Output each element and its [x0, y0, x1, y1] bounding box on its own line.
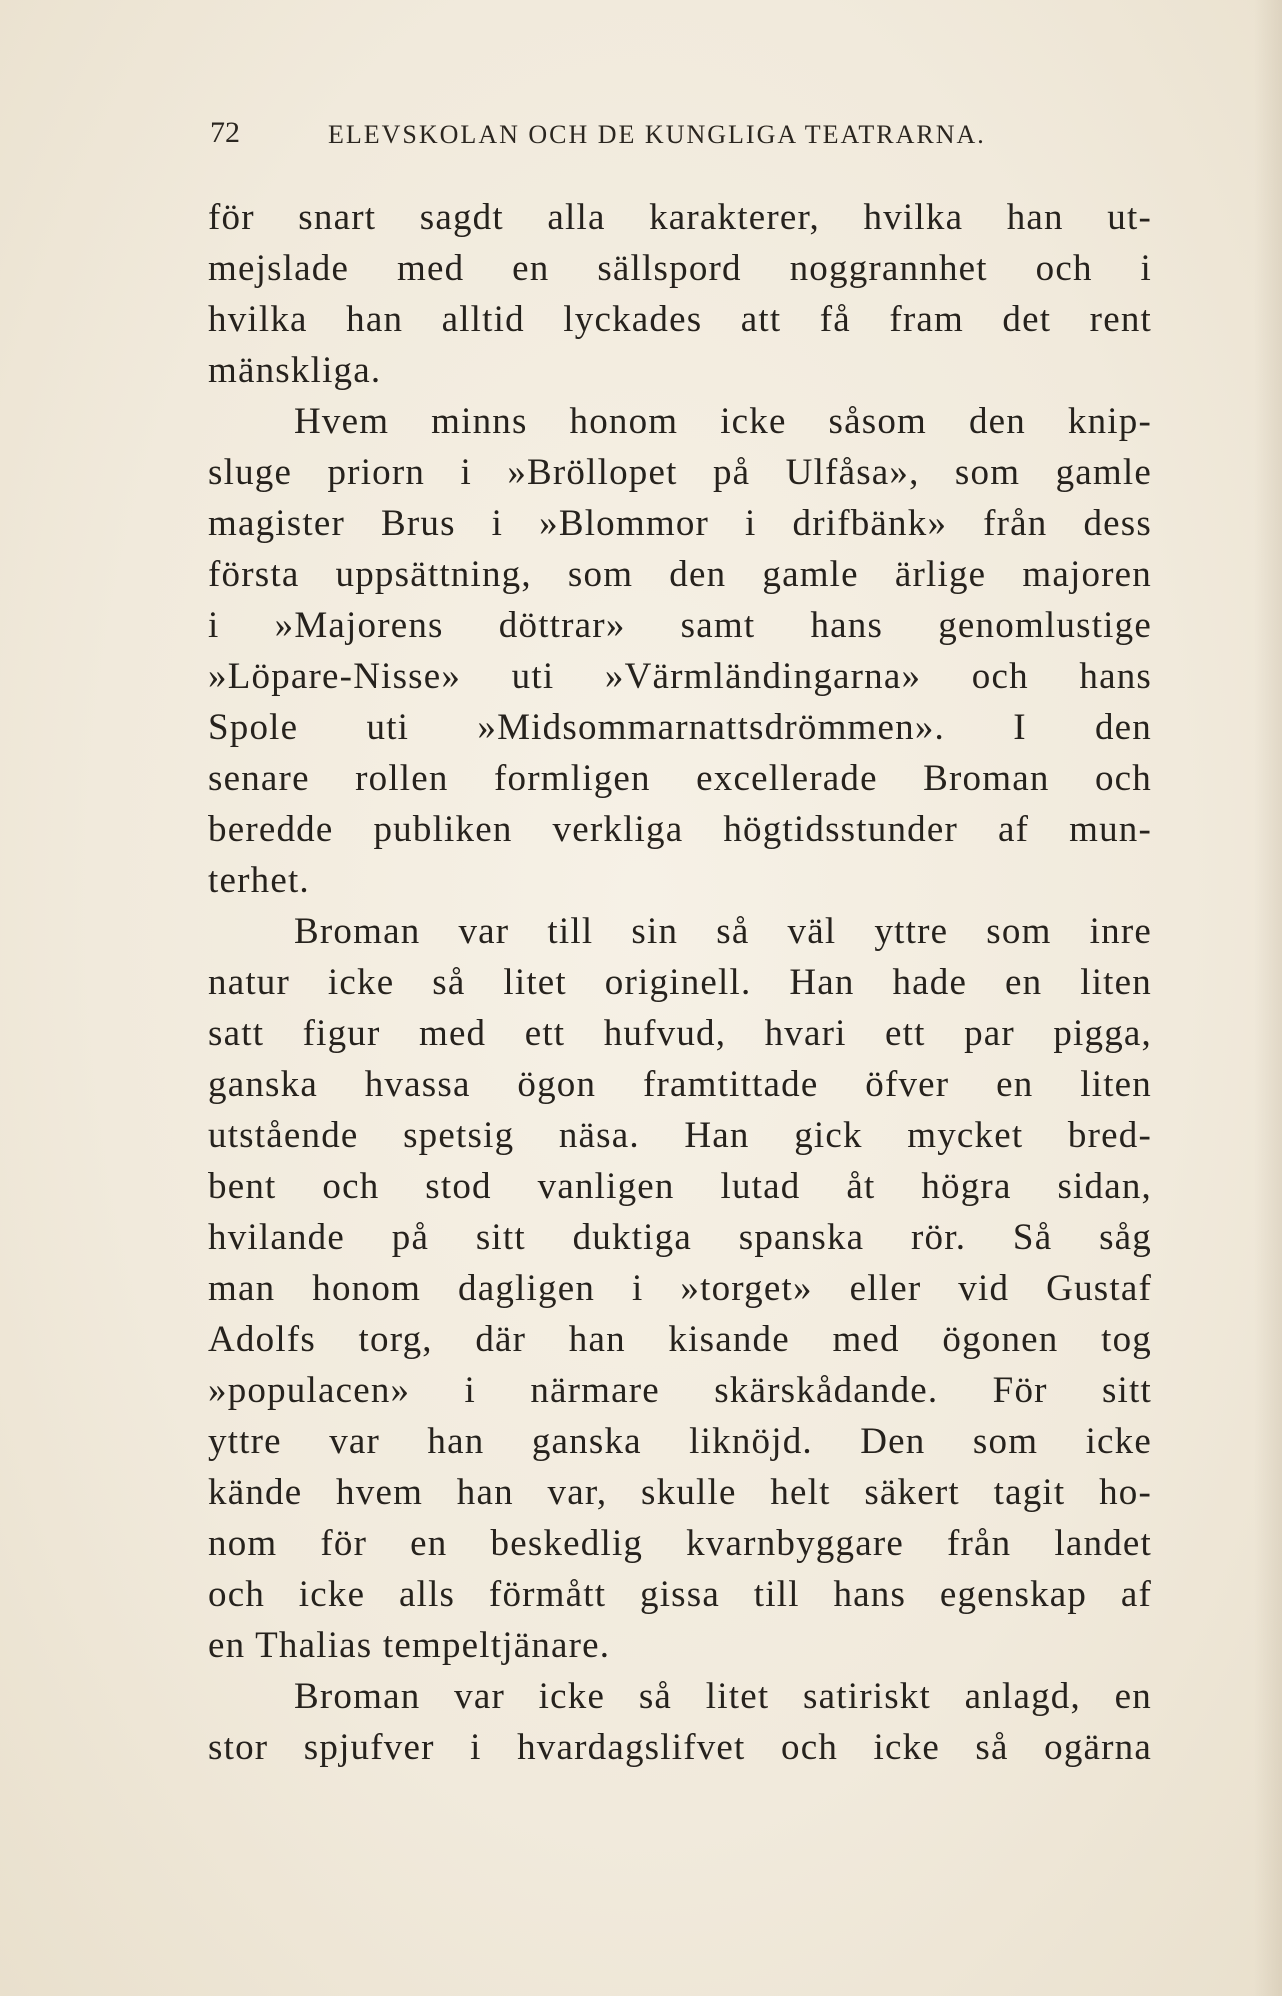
text-line: Hvem minns honom icke såsom den knip- — [294, 401, 1152, 442]
text-line: mänskliga. — [208, 350, 382, 391]
text-line: sluge priorn i »Bröllopet på Ulfåsa», som gamle — [208, 452, 1152, 493]
text-line: mejslade med en sällspord noggrannhet och i — [208, 248, 1152, 289]
text-line: Broman var icke så litet satiriskt anlagd, en — [294, 1676, 1152, 1717]
page-number: 72 — [210, 116, 240, 149]
text-line: satt figur med ett hufvud, hvari ett par pigga, — [208, 1013, 1152, 1054]
text-line: senare rollen formligen excellerade Broman och — [208, 758, 1152, 799]
text-line: »populacen» i närmare skärskådande. För sitt — [208, 1370, 1152, 1411]
text-line: Adolfs torg, där han kisande med ögonen tog — [208, 1319, 1152, 1360]
text-line: utstående spetsig näsa. Han gick mycket bred- — [208, 1115, 1152, 1156]
page-edge-shadow — [1254, 0, 1282, 1996]
text-line: Spole uti »Midsommarnattsdrömmen». I den — [208, 707, 1152, 748]
text-line: beredde publiken verkliga högtidsstunder af mun- — [208, 809, 1152, 850]
text-line: hvilande på sitt duktiga spanska rör. Så såg — [208, 1217, 1152, 1258]
text-line: första uppsättning, som den gamle ärlige majoren — [208, 554, 1152, 595]
text-line: man honom dagligen i »torget» eller vid Gustaf — [208, 1268, 1152, 1309]
text-line: natur icke så litet originell. Han hade en liten — [208, 962, 1152, 1003]
text-line: »Löpare-Nisse» uti »Värmländingarna» och hans — [208, 656, 1152, 697]
text-line: ganska hvassa ögon framtittade öfver en liten — [208, 1064, 1152, 1105]
text-line: och icke alls förmått gissa till hans egenskap af — [208, 1574, 1152, 1615]
text-line: terhet. — [208, 860, 310, 901]
text-line: hvilka han alltid lyckades att få fram det rent — [208, 299, 1152, 340]
body-text — [208, 192, 1152, 1773]
text-line: i »Majorens döttrar» samt hans genomlustige — [208, 605, 1152, 646]
page-header — [210, 116, 1090, 160]
text-line: bent och stod vanligen lutad åt högra sidan, — [208, 1166, 1152, 1207]
text-line: kände hvem han var, skulle helt säkert tagit ho- — [208, 1472, 1152, 1513]
text-line: stor spjufver i hvardagslifvet och icke så ogärna — [208, 1727, 1152, 1768]
text-line: en Thalias tempeltjänare. — [208, 1625, 611, 1666]
running-head: ELEVSKOLAN OCH DE KUNGLIGA TEATRARNA. — [328, 120, 986, 149]
text-line: för snart sagdt alla karakterer, hvilka han ut- — [208, 197, 1152, 238]
text-line: yttre var han ganska liknöjd. Den som icke — [208, 1421, 1152, 1462]
text-line: Broman var till sin så väl yttre som inre — [294, 911, 1152, 952]
text-line: nom för en beskedlig kvarnbyggare från landet — [208, 1523, 1152, 1564]
text-line: magister Brus i »Blommor i drifbänk» från dess — [208, 503, 1152, 544]
